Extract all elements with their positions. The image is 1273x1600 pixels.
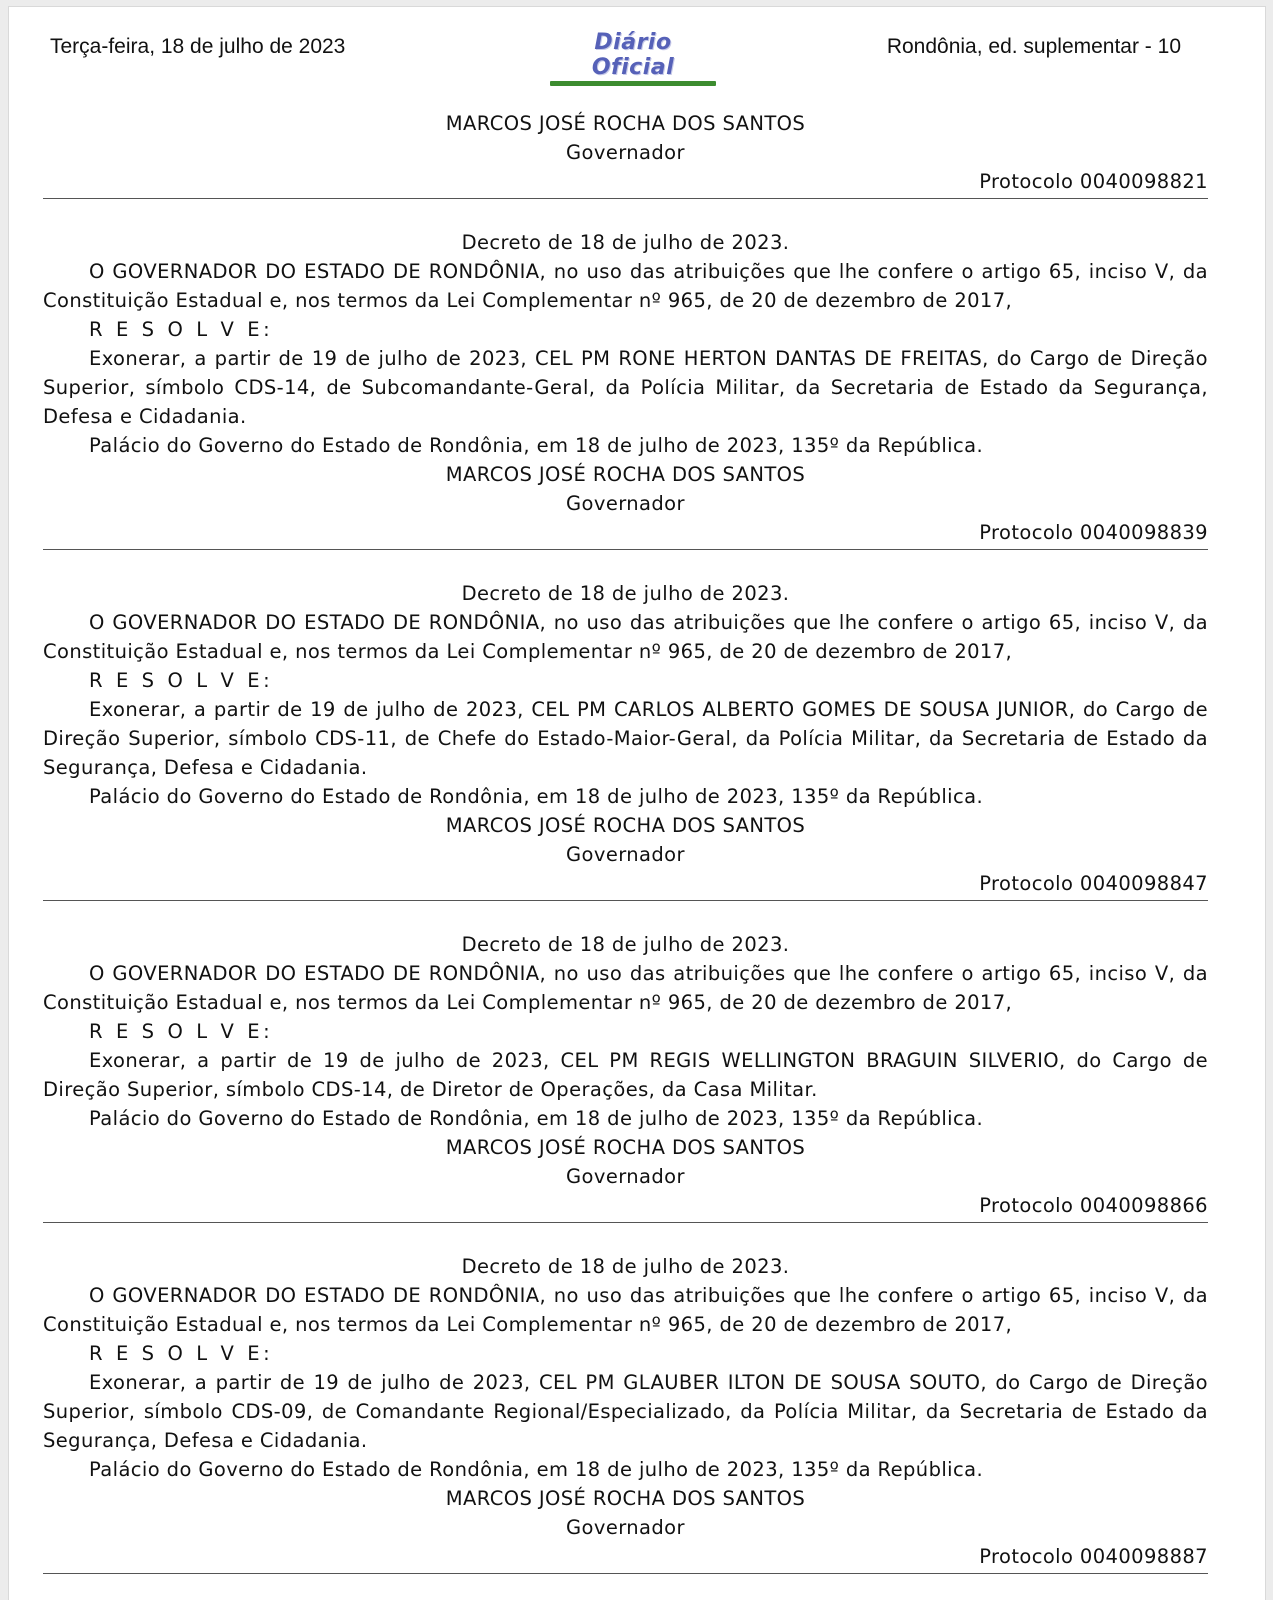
section-divider: [43, 1573, 1208, 1574]
protocol-number: Protocolo 0040098887: [979, 1545, 1208, 1568]
decree-body: Exonerar, a partir de 19 de julho de 2023, CEL PM GLAUBER ILTON DE SOUSA SOUTO, do Cargo de Direção Superior, símbolo CDS-09, de Comandante Regional/Especializado, da Polícia Militar, da Secretaria de Estado da Segurança, Defesa e Cidadania.: [43, 1371, 1208, 1452]
logo-underline: [550, 81, 716, 86]
signer-name: MARCOS JOSÉ ROCHA DOS SANTOS: [445, 463, 806, 486]
decree-title: Decreto de 18 de julho de 2023.: [461, 231, 790, 254]
decree-resolve: R E S O L V E:: [89, 318, 274, 341]
decree-resolve: R E S O L V E:: [89, 1342, 274, 1365]
signer-role: Governador: [566, 843, 685, 866]
signer-name: MARCOS JOSÉ ROCHA DOS SANTOS: [445, 1136, 806, 1159]
page-header: [9, 7, 1265, 87]
header-edition: Rondônia, ed. suplementar - 10: [886, 35, 1181, 58]
decree-closing: Palácio do Governo do Estado de Rondônia, em 18 de julho de 2023, 135º da República.: [89, 434, 984, 457]
header-date: Terça-feira, 18 de julho de 2023: [50, 35, 346, 58]
protocol-number: Protocolo 0040098866: [979, 1194, 1208, 1217]
diario-oficial-logo: [550, 30, 716, 86]
decree-title: Decreto de 18 de julho de 2023.: [461, 1255, 790, 1278]
decree-title: Decreto de 18 de julho de 2023.: [461, 582, 790, 605]
decree-preamble: O GOVERNADOR DO ESTADO DE RONDÔNIA, no uso das atribuições que lhe confere o artigo 65, inciso V, da Constituição Estadual e, nos termos da Lei Complementar nº 965, de 20 de dezembro de 2017,: [43, 1284, 1208, 1336]
protocol-number: Protocolo 0040098847: [979, 872, 1208, 895]
decree-resolve: R E S O L V E:: [89, 669, 274, 692]
decree-resolve: R E S O L V E:: [89, 1020, 274, 1043]
decree-preamble: O GOVERNADOR DO ESTADO DE RONDÔNIA, no uso das atribuições que lhe confere o artigo 65, inciso V, da Constituição Estadual e, nos termos da Lei Complementar nº 965, de 20 de dezembro de 2017,: [43, 260, 1208, 312]
decree-block: [43, 1223, 1208, 1574]
document-page: [8, 6, 1266, 1600]
decree-block: [43, 901, 1208, 1223]
signer-name: MARCOS JOSÉ ROCHA DOS SANTOS: [445, 814, 806, 837]
decree-preamble: O GOVERNADOR DO ESTADO DE RONDÔNIA, no uso das atribuições que lhe confere o artigo 65, inciso V, da Constituição Estadual e, nos termos da Lei Complementar nº 965, de 20 de dezembro de 2017,: [43, 962, 1208, 1014]
decree-body: Exonerar, a partir de 19 de julho de 2023, CEL PM RONE HERTON DANTAS DE FREITAS, do Cargo de Direção Superior, símbolo CDS-14, de Subcomandante-Geral, da Polícia Militar, da Secretaria de Estado da Segurança, Defesa e Cidadania.: [43, 347, 1208, 428]
decree-title: Decreto de 18 de julho de 2023.: [461, 933, 790, 956]
signer-role: Governador: [566, 1165, 685, 1188]
decree-body: Exonerar, a partir de 19 de julho de 2023, CEL PM CARLOS ALBERTO GOMES DE SOUSA JUNIOR, do Cargo de Direção Superior, símbolo CDS-11, de Chefe do Estado-Maior-Geral, da Polícia Militar, da Secretaria de Estado da Segurança, Defesa e Cidadania.: [43, 698, 1208, 779]
logo-text: Diário Oficial: [591, 30, 675, 80]
signer-role: Governador: [566, 492, 685, 515]
decree-block: [43, 550, 1208, 901]
signer-name: MARCOS JOSÉ ROCHA DOS SANTOS: [445, 112, 806, 135]
document-body: [43, 109, 1208, 1574]
decree-preamble: O GOVERNADOR DO ESTADO DE RONDÔNIA, no uso das atribuições que lhe confere o artigo 65, inciso V, da Constituição Estadual e, nos termos da Lei Complementar nº 965, de 20 de dezembro de 2017,: [43, 611, 1208, 663]
signer-role: Governador: [566, 141, 685, 164]
protocol-number: Protocolo 0040098839: [979, 521, 1208, 544]
signer-name: MARCOS JOSÉ ROCHA DOS SANTOS: [445, 1487, 806, 1510]
decree-body: Exonerar, a partir de 19 de julho de 2023, CEL PM REGIS WELLINGTON BRAGUIN SILVERIO, do Cargo de Direção Superior, símbolo CDS-14, de Diretor de Operações, da Casa Militar.: [43, 1049, 1208, 1101]
decree-closing: Palácio do Governo do Estado de Rondônia, em 18 de julho de 2023, 135º da República.: [89, 1107, 984, 1130]
protocol-number: Protocolo 0040098821: [979, 170, 1208, 193]
decree-closing: Palácio do Governo do Estado de Rondônia, em 18 de julho de 2023, 135º da República.: [89, 785, 984, 808]
signer-role: Governador: [566, 1516, 685, 1539]
decree-closing: Palácio do Governo do Estado de Rondônia, em 18 de julho de 2023, 135º da República.: [89, 1458, 984, 1481]
decree-block: [43, 199, 1208, 550]
